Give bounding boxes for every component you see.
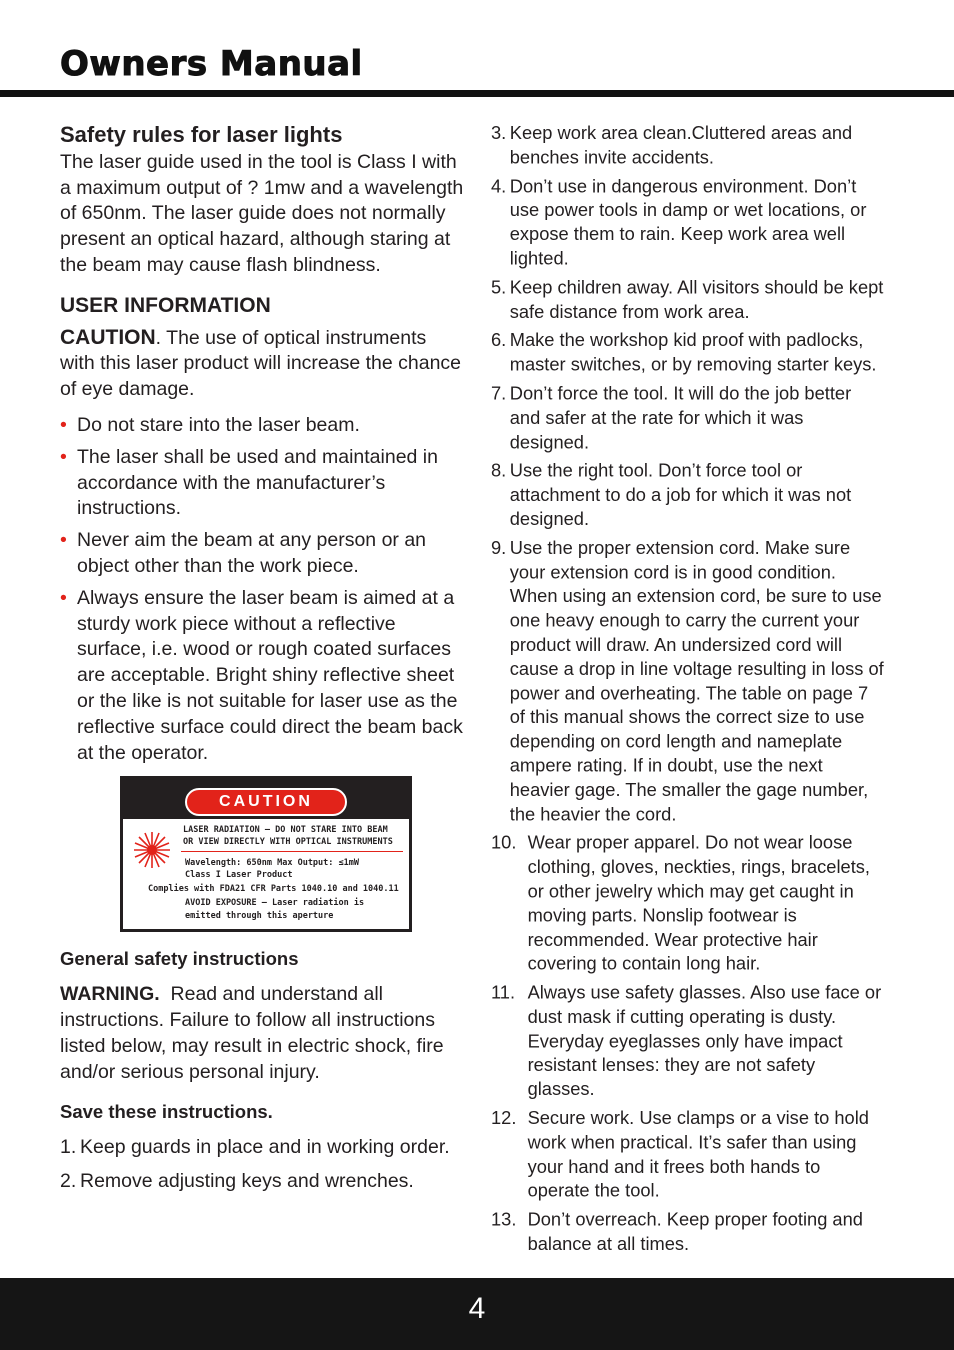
save-instructions-heading: Save these instructions. [60,1101,273,1123]
bullet-dot-icon: • [60,413,67,436]
label-divider [181,851,403,852]
list-item: • The laser shall be used and maintained in accordance with the manufacturer’s instructions. [60,445,438,520]
laser-bullet-list [60,413,465,766]
caution-word: CAUTION [60,325,156,349]
list-item: 6. Make the workshop kid proof with padlocks, master switches, or by removing starter keys. [491,330,877,376]
left-column [60,122,465,1200]
user-info-heading: USER INFORMATION [60,293,271,317]
list-item: 13. Don’t overreach. Keep proper footing and balance at all times. [491,1209,863,1255]
label-line: Class I Laser Product [185,870,293,881]
warning-paragraph [60,982,465,1085]
caution-label-title: CAUTION [185,788,347,816]
list-item: • Never aim the beam at any person or an object other than the work piece. [60,529,427,577]
warning-text: Read and understand all instructions. Failure to follow all instructions listed below, may result in electric shock, fire and/or serious personal injury. [60,983,444,1083]
header-rule [0,90,954,97]
footer-bar [0,1278,954,1350]
page-title: Owners Manual [60,44,363,84]
label-line: emitted through this aperture [185,911,334,922]
safety-heading: Safety rules for laser lights [60,122,343,147]
list-item: 5. Keep children away. All visitors should be kept safe distance from work area. [491,277,884,323]
laser-caution-label [120,776,412,932]
list-item: • Do not stare into the laser beam. [60,413,465,439]
caution-paragraph [60,325,465,403]
warning-word: WARNING. [60,983,160,1006]
bullet-dot-icon: • [60,586,67,609]
list-item: 1. Keep guards in place and in working order. [60,1136,450,1159]
instruction-list [491,832,885,1257]
label-line: OR VIEW DIRECTLY WITH OPTICAL INSTRUMENTS [183,837,393,848]
list-item: 10. Wear proper apparel. Do not wear loose clothing, gloves, neckties, rings, bracelets, or other jewelry which may get caught in moving parts. Nonslip footwear is recommended. Wear protective hair covering to contain long hair. [491,832,870,975]
list-item: 9. Use the proper extension cord. Make sure your extension cord is in good condition. When using an extension cord, be sure to use one heavy enough to carry the current your product will draw. An undersized cord will cause a drop in line voltage resulting in loss of power and overheating. The table on page 7 of this manual shows the correct size to use depending on cord length and nameplate ampere rating. If in doubt, use the next heavier gage. The smaller the gage number, the heavier the cord. [491,538,884,825]
laser-starburst-icon [133,831,171,869]
list-item: 3. Keep work area clean.Cluttered areas and benches invite accidents. [491,122,853,168]
caution-text: . The use of optical instruments with this laser product will increase the chance of eye damage. [60,326,462,401]
list-item: 8. Use the right tool. Don’t force tool or attachment to do a job for which it was not designed. [491,460,852,530]
label-line: Complies with FDA21 CFR Parts 1040.10 and 1040.11 [148,884,399,895]
instruction-list [60,1135,465,1195]
list-item: 12. Secure work. Use clamps or a vise to hold work when practical. It’s safer than using your hand and it frees both hands to operate the tool. [491,1108,869,1202]
label-line: LASER RADIATION – DO NOT STARE INTO BEAM [183,825,388,836]
list-item: 2. Remove adjusting keys and wrenches. [60,1169,414,1192]
general-safety-heading: General safety instructions [60,948,299,970]
list-item: 4. Don’t use in dangerous environment. Don’t use power tools in damp or wet locations, or expose them to rain. Keep work area well lighted. [491,175,867,270]
label-line: Wavelength: 650nm Max Output: ≤1mW [185,858,359,869]
caution-label-header [123,779,409,819]
bullet-dot-icon: • [60,445,67,468]
page-number: 4 [468,1292,486,1325]
list-item: 7. Don’t force the tool. It will do the job better and safer at the rate for which it was designed. [491,383,852,453]
bullet-dot-icon: • [60,529,67,552]
right-column [491,122,885,1262]
label-line: AVOID EXPOSURE – Laser radiation is [185,898,365,909]
instruction-list [491,122,885,827]
list-item: • Always ensure the laser beam is aimed at a sturdy work piece without a reflective surface, i.e. wood or rough coated surfaces are acceptable. Bright shiny reflective sheet or the like is not suitable for laser use as the reflective surface could direct the beam back at the operator. [60,586,463,764]
list-item: 11. Always use safety glasses. Also use face or dust mask if cutting operating is dusty. Everyday eyeglasses only have impact resistant lenses: they are not safety glasses. [491,982,882,1101]
safety-text: The laser guide used in the tool is Class I with a maximum output of ? 1mw and a wavelength of 650nm. The laser guide does not normally present an optical hazard, although staring at the beam may cause flash blindness. [60,150,464,276]
